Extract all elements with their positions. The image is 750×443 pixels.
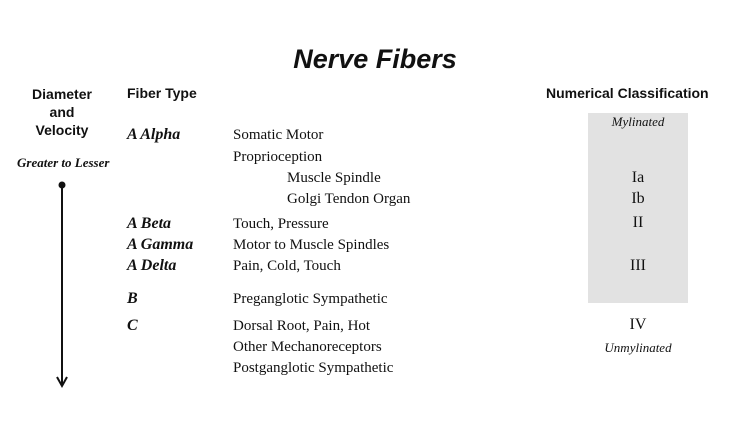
function-motor-to-muscle-spindles: Motor to Muscle Spindles	[233, 237, 390, 253]
function-preganglotic-sympathetic: Preganglotic Sympathetic	[233, 291, 388, 307]
classification-ia: Ia	[631, 169, 645, 186]
function-other-mechanoreceptors: Other Mechanoreceptors	[233, 339, 382, 355]
diameter-velocity-header	[30, 85, 94, 139]
fiber-type-a-delta: A Delta	[127, 257, 177, 274]
header-and: and	[49, 104, 75, 120]
scale-label: Greater to Lesser	[17, 155, 110, 170]
header-fiber-type: Fiber Type	[127, 85, 197, 101]
classification-iii: III	[630, 257, 646, 274]
fiber-type-a-beta: A Beta	[127, 215, 172, 232]
function-golgi-tendon-organ: Golgi Tendon Organ	[287, 191, 411, 207]
function-muscle-spindle: Muscle Spindle	[287, 170, 381, 186]
function-proprioception: Proprioception	[233, 149, 323, 165]
fiber-type-b: B	[127, 290, 138, 307]
header-diameter: Diameter	[32, 86, 92, 102]
fiber-type-c: C	[127, 317, 138, 334]
classification-ib: Ib	[631, 190, 645, 207]
classification-ii: II	[632, 214, 644, 231]
note-mylinated: Mylinated	[611, 114, 665, 129]
fiber-type-a-gamma: A Gamma	[127, 236, 194, 253]
header-numerical-classification: Numerical Classification	[546, 85, 709, 101]
function-pain-cold-touch: Pain, Cold, Touch	[233, 258, 341, 274]
diameter-velocity-arrow	[52, 176, 72, 391]
function-postganglotic-sympathetic: Postganglotic Sympathetic	[233, 360, 394, 376]
header-velocity: Velocity	[35, 122, 89, 138]
function-touch-pressure: Touch, Pressure	[233, 216, 329, 232]
diagram-title: Nerve Fibers	[293, 44, 457, 74]
function-somatic-motor: Somatic Motor	[233, 127, 324, 143]
fiber-type-a-alpha: A Alpha	[127, 126, 181, 143]
classification-iv: IV	[629, 316, 647, 333]
note-unmylinated: Unmylinated	[604, 340, 672, 355]
function-dorsal-root-pain-hot: Dorsal Root, Pain, Hot	[233, 318, 371, 334]
